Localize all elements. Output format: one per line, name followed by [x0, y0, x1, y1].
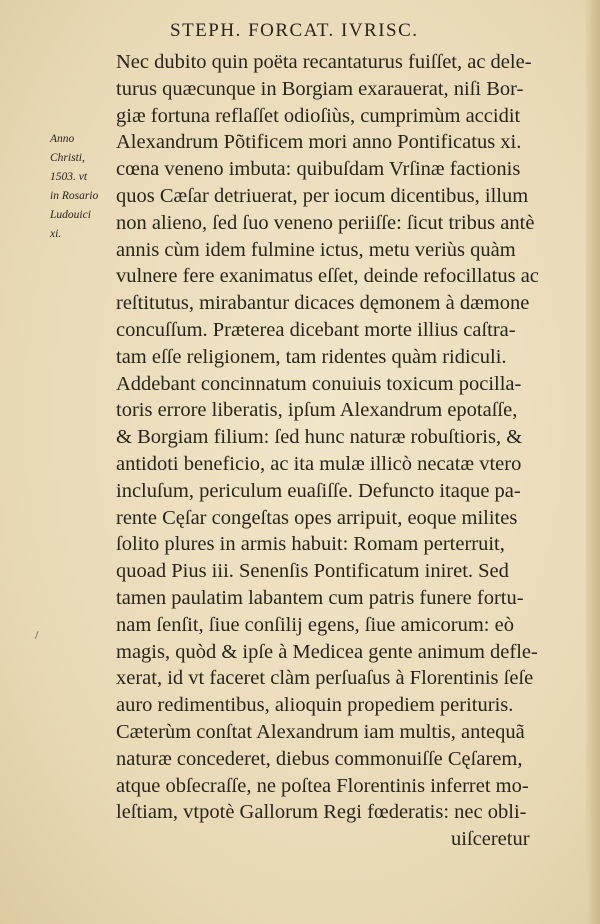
- text-line: Alexandrum Põtificem mori anno Pontificatus xi.: [116, 131, 522, 154]
- text-line: nam ſenſit, ſiue conſilij egens, ſiue amicorum: eò: [116, 613, 514, 636]
- margin-note: Christi,: [50, 152, 85, 164]
- text-line: vulnere fere exanimatus eſſet, deinde refocillatus ac: [116, 265, 539, 288]
- running-header: STEPH. FORCAT. IVRISC.: [170, 20, 419, 41]
- text-line: non alieno, ſed ſuo veneno periiſſe: ſicut tribus antè: [116, 211, 535, 234]
- text-line: Addebant concinnatum conuiuis toxicum pocilla-: [116, 372, 522, 395]
- margin-note: Anno: [50, 133, 75, 145]
- text-line: auro redimentibus, alioquin propediem perituris.: [116, 694, 514, 717]
- text-line: tamen paulatim labantem cum patris funere fortu-: [116, 586, 524, 609]
- text-line: turus quæcunque in Borgiam exarauerat, niſi Bor-: [116, 77, 524, 100]
- text-line: Cæterùm conſtat Alexandrum iam multis, antequã: [116, 720, 525, 743]
- text-line: magis, quòd & ipſe à Medicea gente animum defle-: [116, 640, 538, 663]
- body-text: [116, 49, 576, 853]
- text-line: concuſſum. Præterea dicebant morte illius caſtra-: [116, 318, 516, 341]
- text-line: uiſceretur: [451, 828, 530, 851]
- text-line: quoad Pius iii. Senenſis Pontificatum iniret. Sed: [116, 560, 509, 583]
- margin-note: Ludouici: [50, 209, 91, 221]
- margin-note: xi.: [50, 228, 62, 240]
- text-line: ſolito plures in armis habuit: Romam perterruit,: [116, 533, 505, 556]
- text-line: xerat, id vt faceret clàm perſuaſus à Florentinis ſeſe: [116, 667, 534, 690]
- text-line: incluſum, periculum euaſiſſe. Defuncto itaque pa-: [116, 479, 521, 502]
- text-line: quos Cæſar detriuerat, per iocum dicentibus, illum: [116, 184, 529, 207]
- page-edge: [586, 0, 600, 924]
- margin-note: in Rosario: [50, 190, 99, 202]
- text-line: cœna veneno imbuta: quibuſdam Vrſinæ factionis: [116, 158, 521, 181]
- text-line: & Borgiam filium: ſed hunc naturæ robuſtioris, &: [116, 426, 523, 449]
- text-line: Nec dubito quin poëta recantaturus fuiſſet, ac dele-: [116, 51, 532, 73]
- text-line: tam eſſe religionem, tam ridentes quàm ridiculi.: [116, 345, 507, 368]
- text-line: atque obſecraſſe, ne poſtea Florentinis inferret mo-: [116, 774, 529, 797]
- text-line: leſtiam, vtpotè Gallorum Regi fœderatis: nec obli-: [116, 801, 527, 824]
- text-line: annis cùm idem fulmine ictus, metu veriùs quàm: [116, 238, 516, 261]
- text-line: naturæ concederet, diebus commonuiſſe Cęſarem,: [116, 747, 523, 770]
- margin-note: 1503. vt: [50, 171, 88, 183]
- marginal-notes: [50, 130, 120, 244]
- text-line: antidoti beneficio, ac ita mulæ illicò necatæ vtero: [116, 452, 522, 475]
- text-line: rente Cęſar congeſtas opes arripuit, eoque milites: [116, 506, 518, 529]
- text-line: giæ fortuna reflaſſet odioſiùs, cumprimùm accidit: [116, 104, 521, 127]
- text-line: toris errore liberatis, ipſum Alexandrum epotaſſe,: [116, 399, 518, 422]
- text-line: reſtitutus, mirabantur dicaces dęmonem à dæmone: [116, 292, 530, 315]
